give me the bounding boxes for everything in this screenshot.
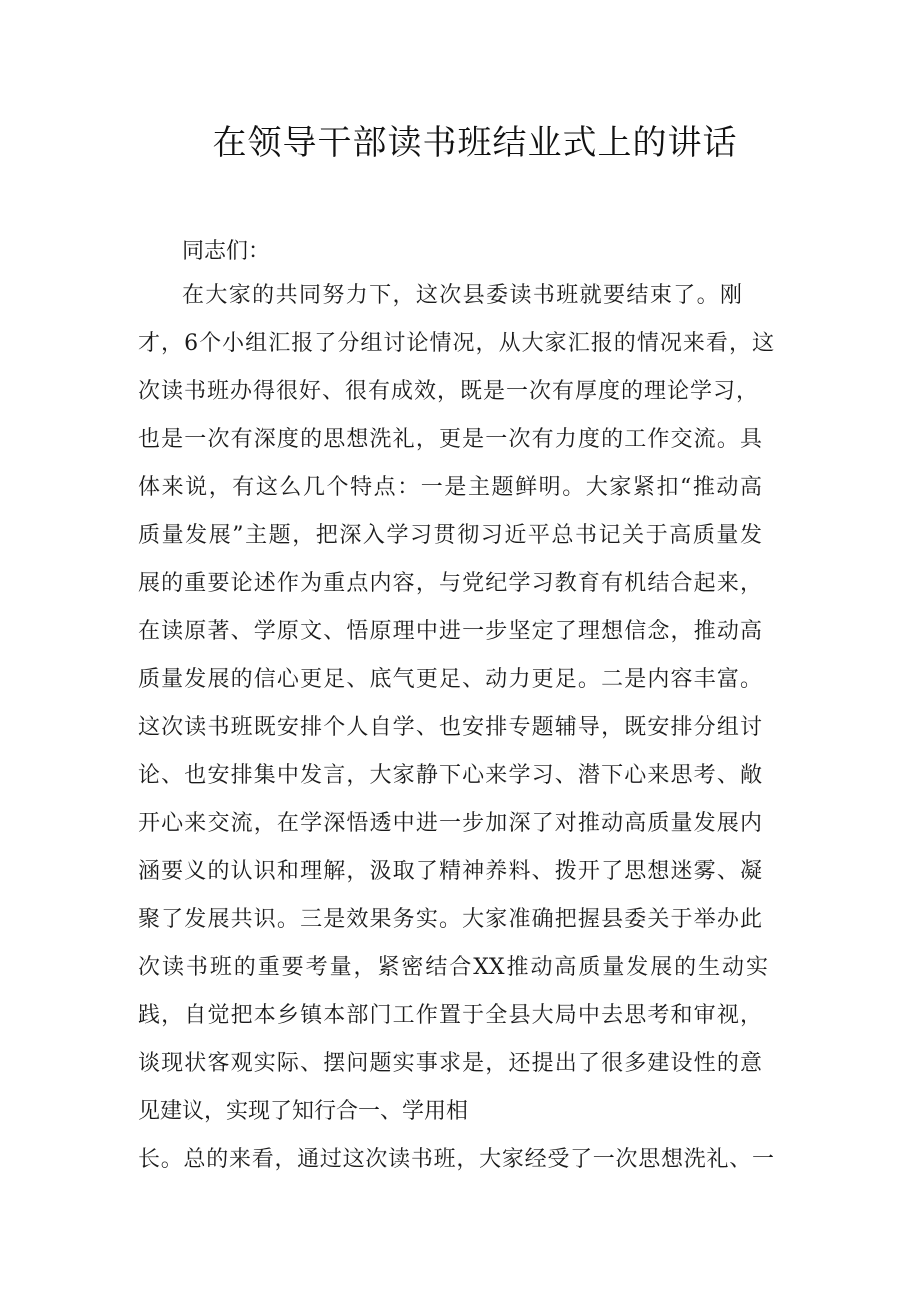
paragraph-line: 这次读书班既安排个人自学、也安排专题辅导，既安排分组讨 [138, 715, 762, 740]
paragraph-line: 质量发展”主题，把深入学习贯彻习近平总书记关于高质量发 [138, 523, 762, 548]
paragraph-line: 才，6个小组汇报了分组讨论情况，从大家汇报的情况来看，这 [138, 331, 774, 356]
paragraph-line: 在大家的共同努力下，这次县委读书班就要结束了。刚 [182, 283, 742, 308]
paragraph-line: 次读书班的重要考量，紧密结合XX推动高质量发展的生动实 [138, 955, 768, 980]
paragraph-line: 践，自觉把本乡镇本部门工作置于全县大局中去思考和审视， [138, 1003, 762, 1028]
paragraph-line: 展的重要论述作为重点内容，与党纪学习教育有机结合起来， [138, 571, 762, 596]
paragraph-line: 体来说，有这么几个特点：一是主题鲜明。大家紧扣“推动高 [138, 475, 762, 500]
paragraph-line: 开心来交流，在学深悟透中进一步加深了对推动高质量发展内 [138, 811, 762, 836]
paragraph-line: 见建议，实现了知行合一、学用相 [138, 1099, 469, 1124]
document-title: 在领导干部读书班结业式上的讲话 [212, 123, 738, 163]
paragraph-line: 聚了发展共识。三是效果务实。大家准确把握县委关于举办此 [138, 907, 762, 932]
paragraph-line: 次读书班办得很好、很有成效，既是一次有厚度的理论学习， [138, 379, 758, 404]
paragraph-line: 涵要义的认识和理解，汲取了精神养料、拨开了思想迷雾、凝 [138, 859, 762, 884]
paragraph-line: 谈现状客观实际、摆问题实事求是，还提出了很多建设性的意 [138, 1051, 762, 1076]
paragraph-line: 长。总的来看，通过这次读书班，大家经受了一次思想洗礼、一 [138, 1147, 774, 1172]
paragraph-line: 也是一次有深度的思想洗礼，更是一次有力度的工作交流。具 [138, 427, 762, 452]
salutation: 同志们： [182, 239, 271, 264]
paragraph-line: 质量发展的信心更足、底气更足、动力更足。二是内容丰富。 [138, 667, 762, 692]
paragraph-line: 论、也安排集中发言，大家静下心来学习、潜下心来思考、敞 [138, 763, 762, 788]
paragraph-line: 在读原著、学原文、悟原理中进一步坚定了理想信念，推动高 [138, 619, 762, 644]
